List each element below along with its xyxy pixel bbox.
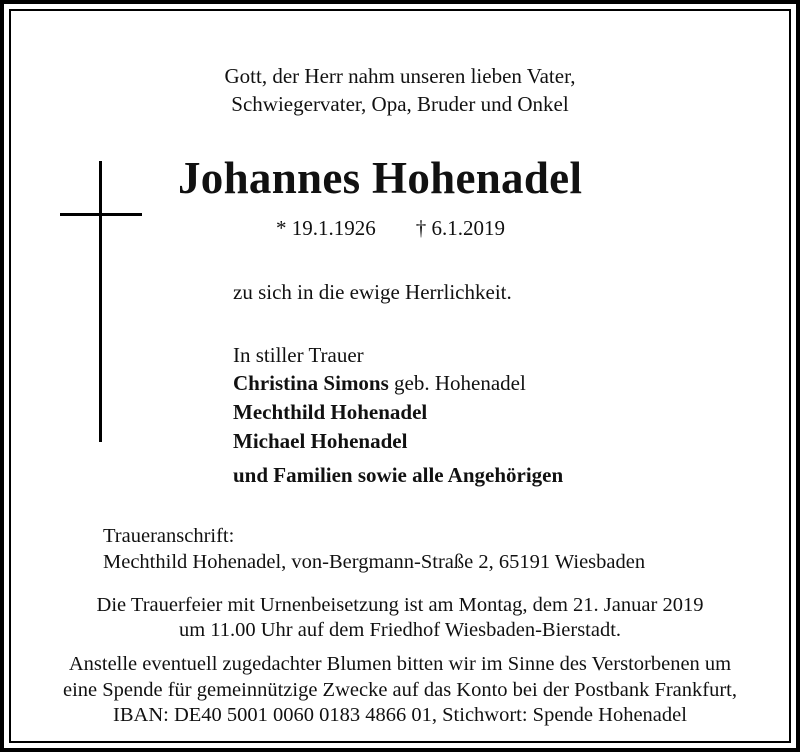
donation-line-3: IBAN: DE40 5001 0060 0183 4866 01, Stichwort: Spende Hohenadel: [113, 704, 687, 726]
ceremony-line-2: um 11.00 Uhr auf dem Friedhof Wiesbaden-Bierstadt.: [178, 619, 622, 641]
intro-line-1: Gott, der Herr nahm unseren lieben Vater,: [224, 64, 576, 88]
mourner-name: Christina Simons: [233, 371, 389, 395]
mourner-1: [233, 370, 526, 396]
address: Mechthild Hohenadel, von-Bergmann-Straße 2, 65191 Wiesbaden: [103, 551, 646, 573]
mourner-2: Mechthild Hohenadel: [233, 400, 428, 424]
mourner-4: und Familien sowie alle Angehörigen: [233, 463, 564, 487]
cross-vertical-bar: [99, 161, 102, 442]
address-label: Traueranschrift:: [103, 525, 235, 547]
ceremony-line-1: Die Trauerfeier mit Urnenbeisetzung ist am Montag, dem 21. Januar 2019: [96, 594, 704, 616]
mourner-suffix: geb. Hohenadel: [388, 371, 526, 395]
mourners-intro: In stiller Trauer: [233, 343, 364, 367]
mourner-3: Michael Hohenadel: [233, 429, 408, 453]
donation-line-1: Anstelle eventuell zugedachter Blumen bitten wir im Sinne des Verstorbenen um: [68, 653, 732, 675]
donation-line-2: eine Spende für gemeinnützige Zwecke auf das Konto bei der Postbank Frankfurt,: [62, 679, 738, 701]
cross-horizontal-bar: [60, 213, 142, 216]
deceased-name: Johannes Hohenadel: [178, 153, 583, 203]
after-text: zu sich in die ewige Herrlichkeit.: [233, 280, 512, 304]
life-dates: [276, 215, 505, 241]
birth-date: * 19.1.1926: [276, 216, 376, 240]
death-date: † 6.1.2019: [415, 216, 505, 240]
intro-line-2: Schwiegervater, Opa, Bruder und Onkel: [231, 92, 569, 116]
